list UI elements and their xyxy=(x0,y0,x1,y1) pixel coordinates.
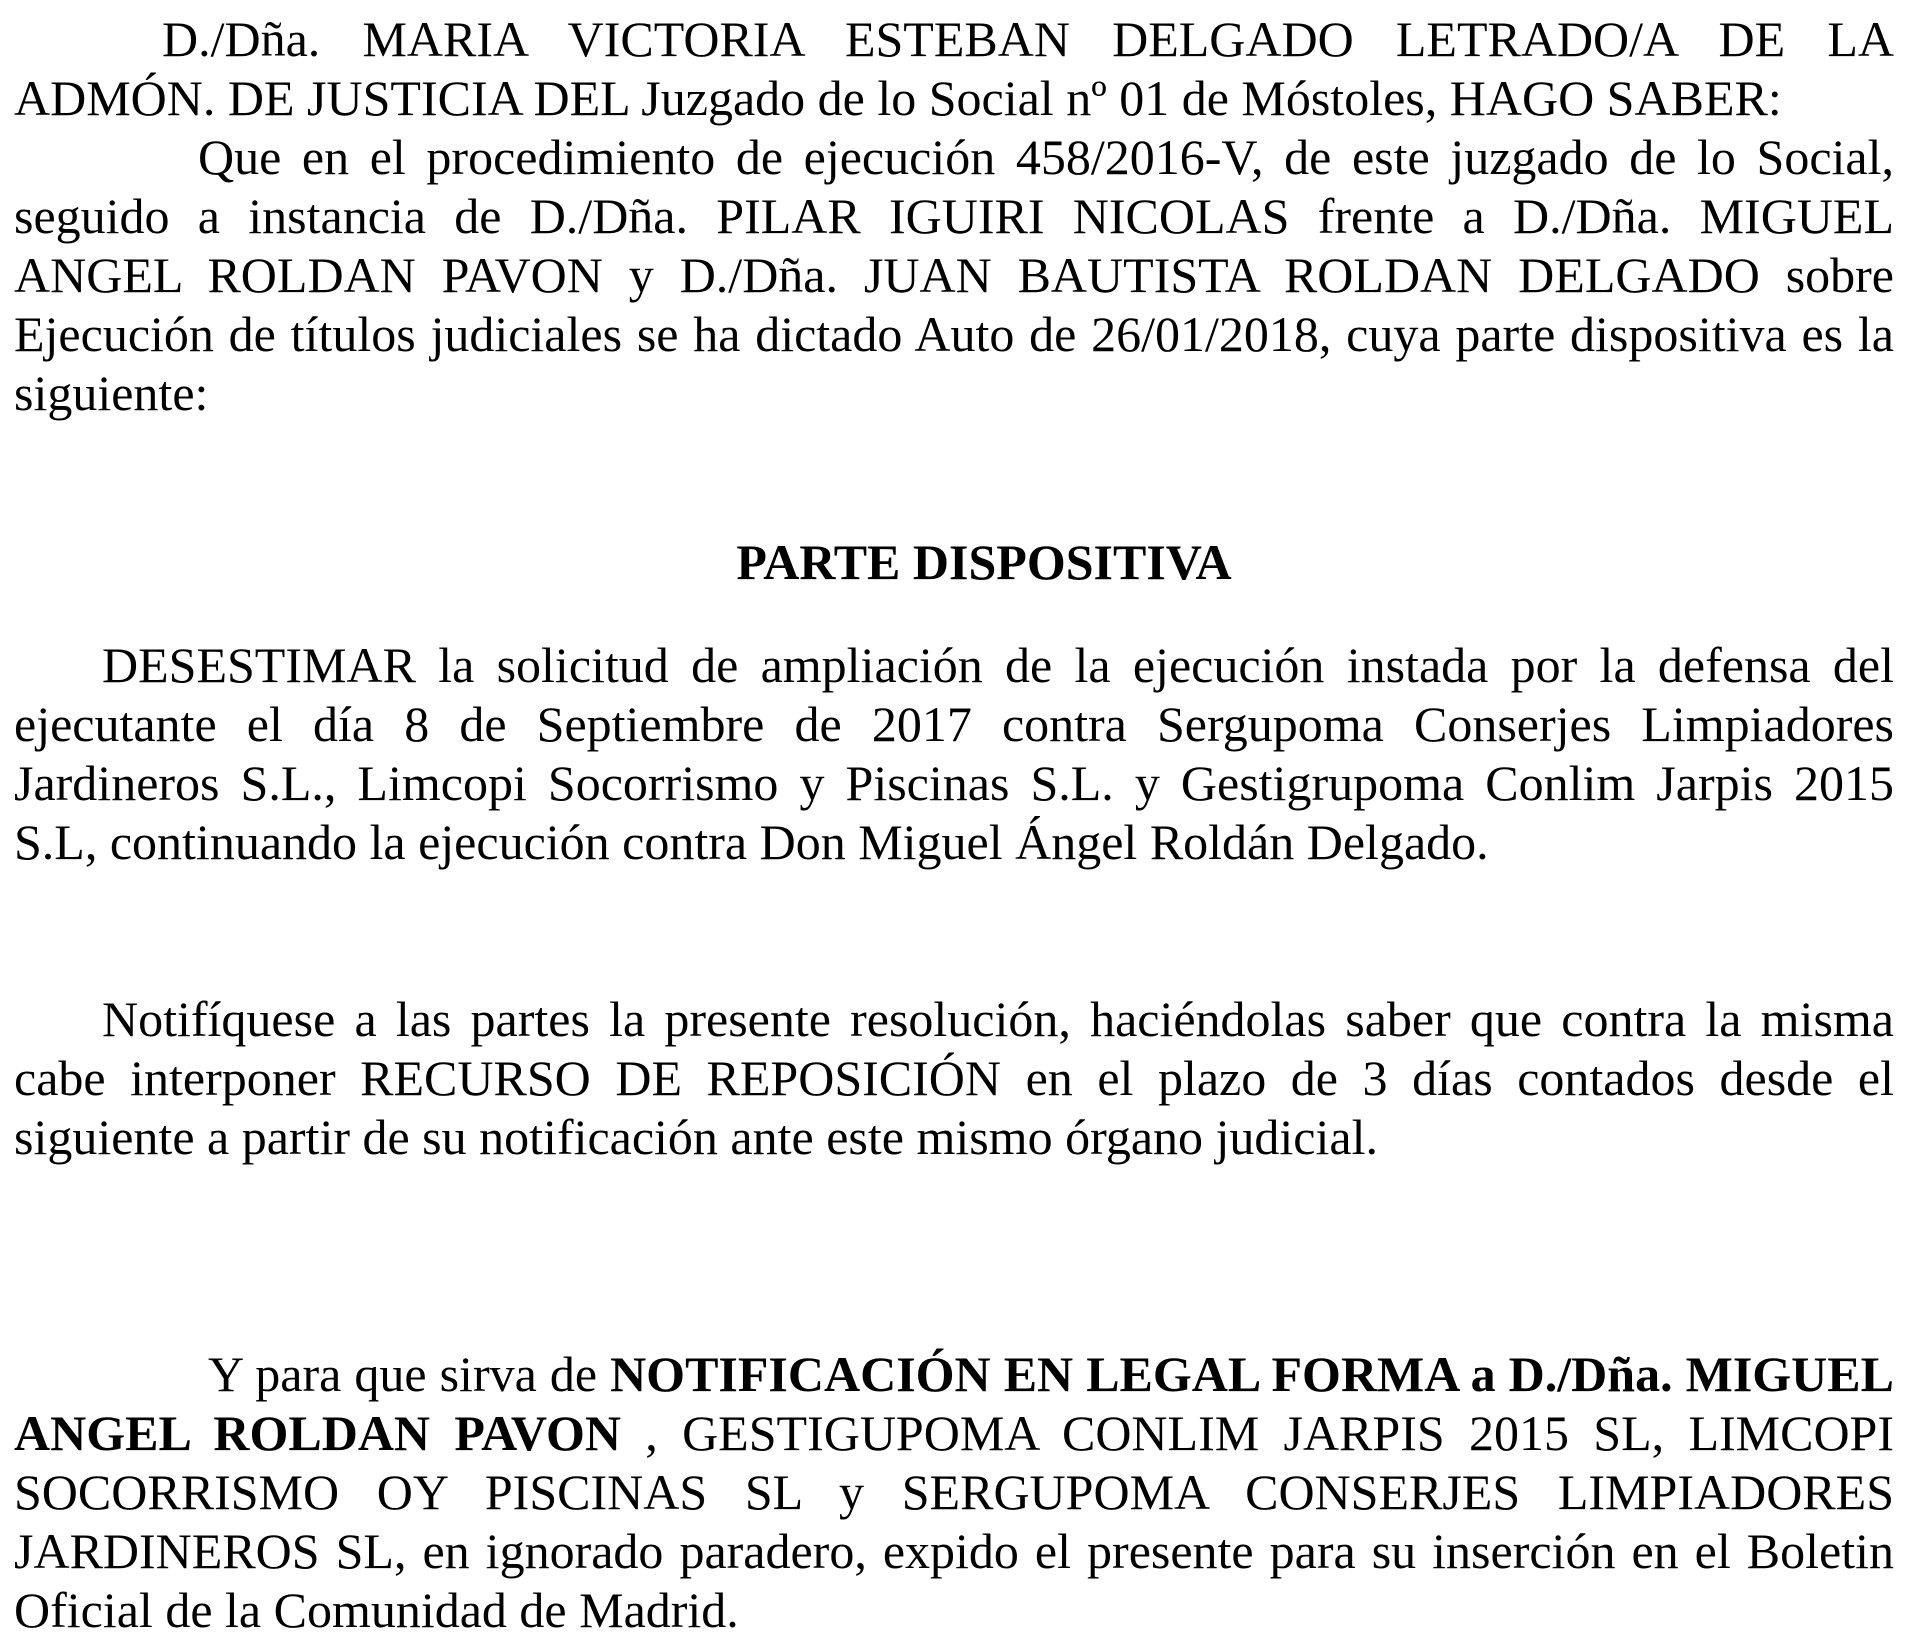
paragraph-desestimar: DESESTIMAR la solicitud de ampliación de la ejecución instada por la defensa del ejecutante el día 8 de Septiembre de 2017 contra Sergupoma Conserjes Limpiadores Jardineros S.L., Limcopi Socorrismo y Piscinas S.L. y Gestigrupoma Conlim Jarpis 2015 S.L, continuando la ejecución contra Don Miguel Ángel Roldán Delgado. xyxy=(14,637,1894,870)
closing-bold-notificacion: NOTIFICACIÓN EN LEGAL FORMA a D./Dña. MIGUEL ANGEL ROLDAN PAVON xyxy=(14,1346,1894,1461)
paragraph-closing xyxy=(14,1345,1894,1640)
header-paragraph-letrado: D./Dña. MARIA VICTORIA ESTEBAN DELGADO LETRADO/A DE LA ADMÓN. DE JUSTICIA DEL Juzgado de lo Social nº 01 de Móstoles, HAGO SABER: xyxy=(14,11,1894,126)
paragraph-notifiquese: Notifíquese a las partes la presente resolución, haciéndolas saber que contra la misma cabe interponer RECURSO DE REPOSICIÓN en el plazo de 3 días contados desde el siguiente a partir de su notificación ante este mismo órgano judicial. xyxy=(14,991,1894,1165)
section-title: PARTE DISPOSITIVA xyxy=(736,534,1232,590)
document-page xyxy=(14,10,1894,1640)
header-paragraph-procedimiento: Que en el procedimiento de ejecución 458/2016-V, de este juzgado de lo Social, seguido a instancia de D./Dña. PILAR IGUIRI NICOLAS frente a D./Dña. MIGUEL ANGEL ROLDAN PAVON y D./Dña. JUAN BAUTISTA ROLDAN DELGADO sobre Ejecución de títulos judiciales se ha dictado Auto de 26/01/2018, cuya parte dispositiva es la siguiente: xyxy=(14,129,1894,421)
closing-rest: , GESTIGUPOMA CONLIM JARPIS 2015 SL, LIMCOPI SOCORRISMO OY PISCINAS SL y SERGUPOMA CONSERJES LIMPIADORES JARDINEROS SL, en ignorado paradero, expido el presente para su inserción en el Boletin Oficial de la Comunidad de Madrid. xyxy=(14,1405,1895,1638)
closing-lead: Y para que sirva de xyxy=(208,1346,611,1402)
